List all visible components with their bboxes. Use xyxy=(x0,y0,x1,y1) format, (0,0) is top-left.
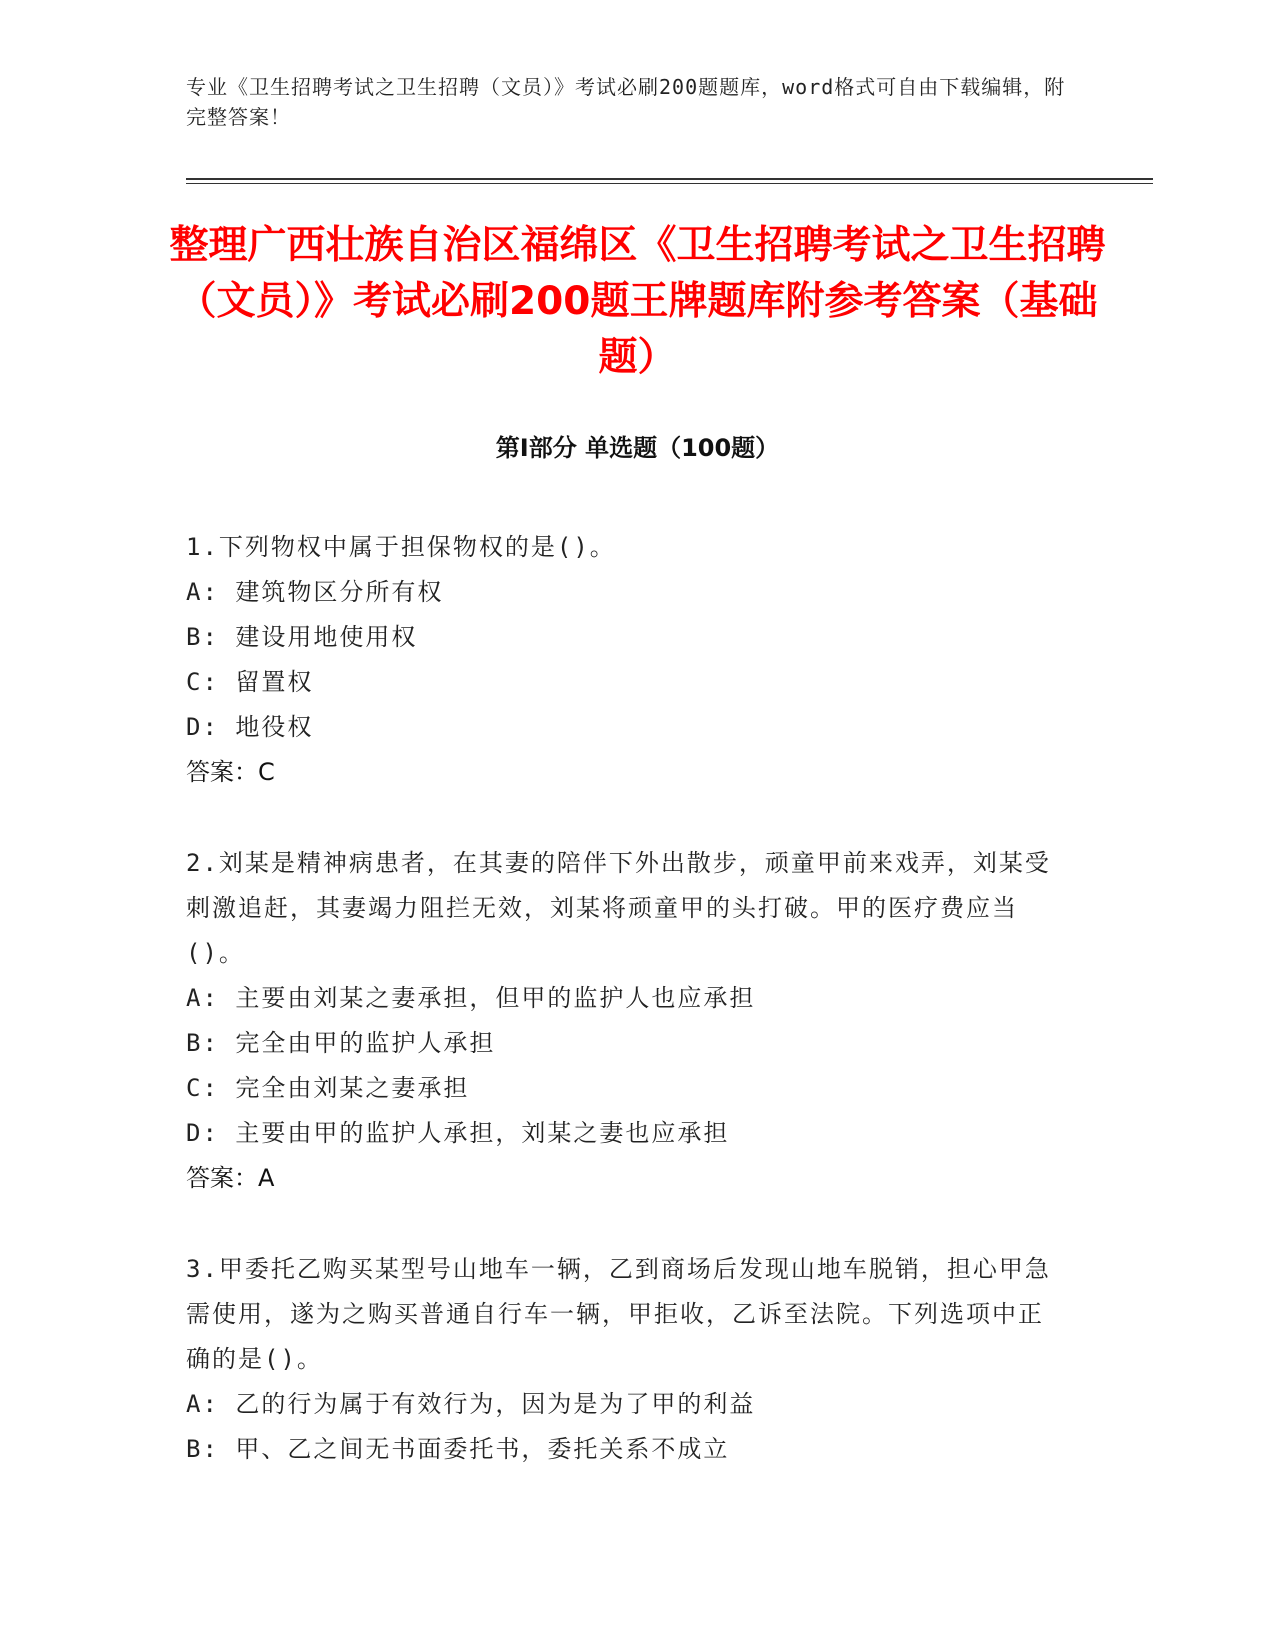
question-2 xyxy=(186,841,1066,1201)
option-a: A: 建筑物区分所有权 xyxy=(186,578,444,606)
document-title: 整理广西壮族自治区福绵区《卫生招聘考试之卫生招聘（文员）》考试必刷200题王牌题库附参考答案（基础题） xyxy=(169,223,1106,380)
option-a: A: 主要由刘某之妻承担，但甲的监护人也应承担 xyxy=(186,984,756,1012)
section-title: 第I部分 单选题（100题） xyxy=(495,434,780,462)
answer: 答案：A xyxy=(186,1164,275,1192)
question-3 xyxy=(186,1247,1066,1472)
option-a: A: 乙的行为属于有效行为，因为是为了甲的利益 xyxy=(186,1390,756,1418)
answer: 答案：C xyxy=(186,758,275,786)
option-b: B: 完全由甲的监护人承担 xyxy=(186,1029,496,1057)
header-note: 专业《卫生招聘考试之卫生招聘（文员）》考试必刷200题题库，word格式可自由下载编辑，附完整答案！ xyxy=(186,75,1066,129)
option-c: C: 完全由刘某之妻承担 xyxy=(186,1074,470,1102)
header-divider xyxy=(186,178,1153,184)
question-1 xyxy=(186,525,1066,795)
question-stem: 3.甲委托乙购买某型号山地车一辆，乙到商场后发现山地车脱销，担心甲急需使用，遂为之购买普通自行车一辆，甲拒收，乙诉至法院。下列选项中正确的是()。 xyxy=(186,1255,1051,1373)
question-stem: 1.下列物权中属于担保物权的是()。 xyxy=(186,533,616,561)
option-c: C: 留置权 xyxy=(186,668,314,696)
question-list xyxy=(186,525,1066,1518)
option-b: B: 甲、乙之间无书面委托书，委托关系不成立 xyxy=(186,1435,730,1463)
option-d: D: 主要由甲的监护人承担，刘某之妻也应承担 xyxy=(186,1119,730,1147)
question-stem: 2.刘某是精神病患者，在其妻的陪伴下外出散步，顽童甲前来戏弄，刘某受刺激追赶，其妻竭力阻拦无效，刘某将顽童甲的头打破。甲的医疗费应当()。 xyxy=(186,849,1051,967)
option-d: D: 地役权 xyxy=(186,713,314,741)
option-b: B: 建设用地使用权 xyxy=(186,623,418,651)
